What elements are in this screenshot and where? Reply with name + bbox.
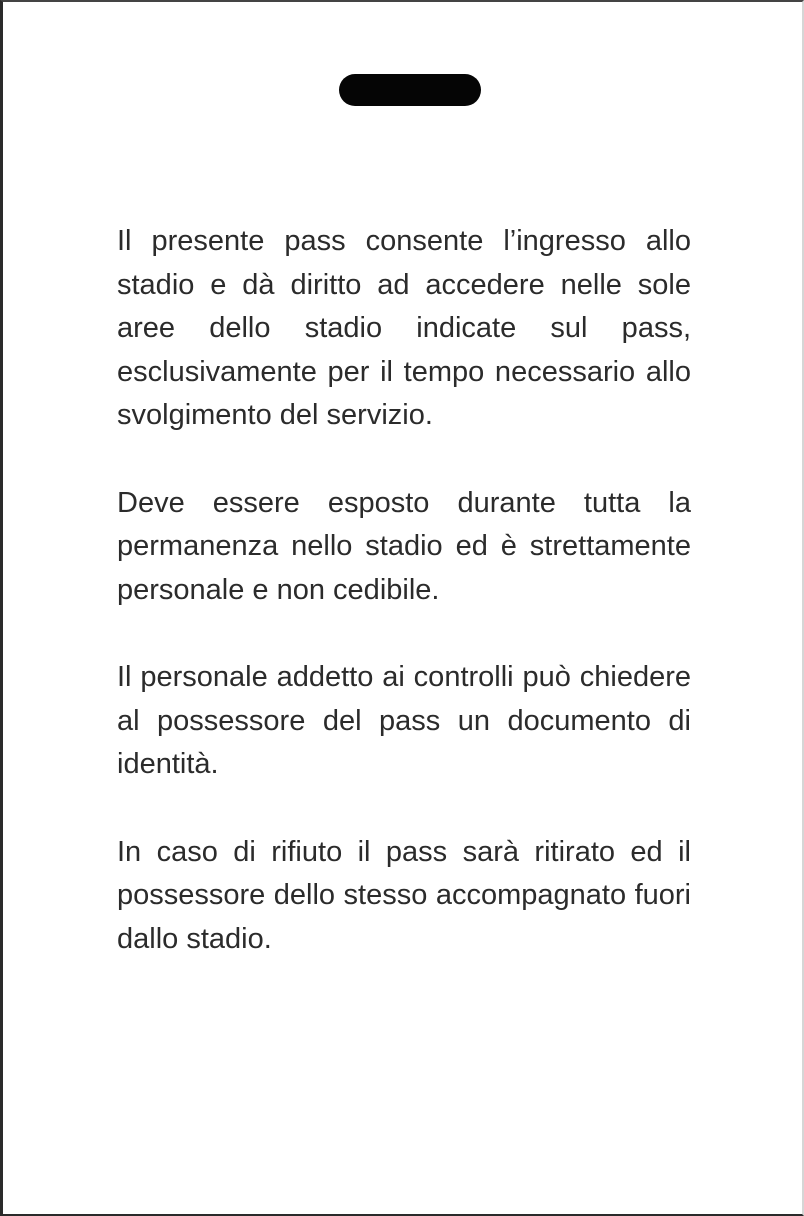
- terms-paragraph-access: Il presente pass consente l’ingresso allo stadio e dà diritto ad accedere nelle sole aree dello stadio indicate sul pass, esclusivamente per il tempo necessario allo svolgimento del servizio.: [117, 225, 691, 431]
- terms-paragraph-identity-check: Il personale addetto ai controlli può chiedere al possessore del pass un documento di identità.: [117, 661, 691, 780]
- pass-terms-text: [117, 220, 691, 1005]
- terms-paragraph-refusal: In caso di rifiuto il pass sarà ritirato ed il possessore dello stesso accompagnato fuori dallo stadio.: [117, 835, 691, 955]
- lanyard-slot-hole: [339, 74, 481, 106]
- terms-paragraph-display: Deve essere esposto durante tutta la permanenza nello stadio ed è strettamente personale e non cedibile.: [117, 486, 691, 606]
